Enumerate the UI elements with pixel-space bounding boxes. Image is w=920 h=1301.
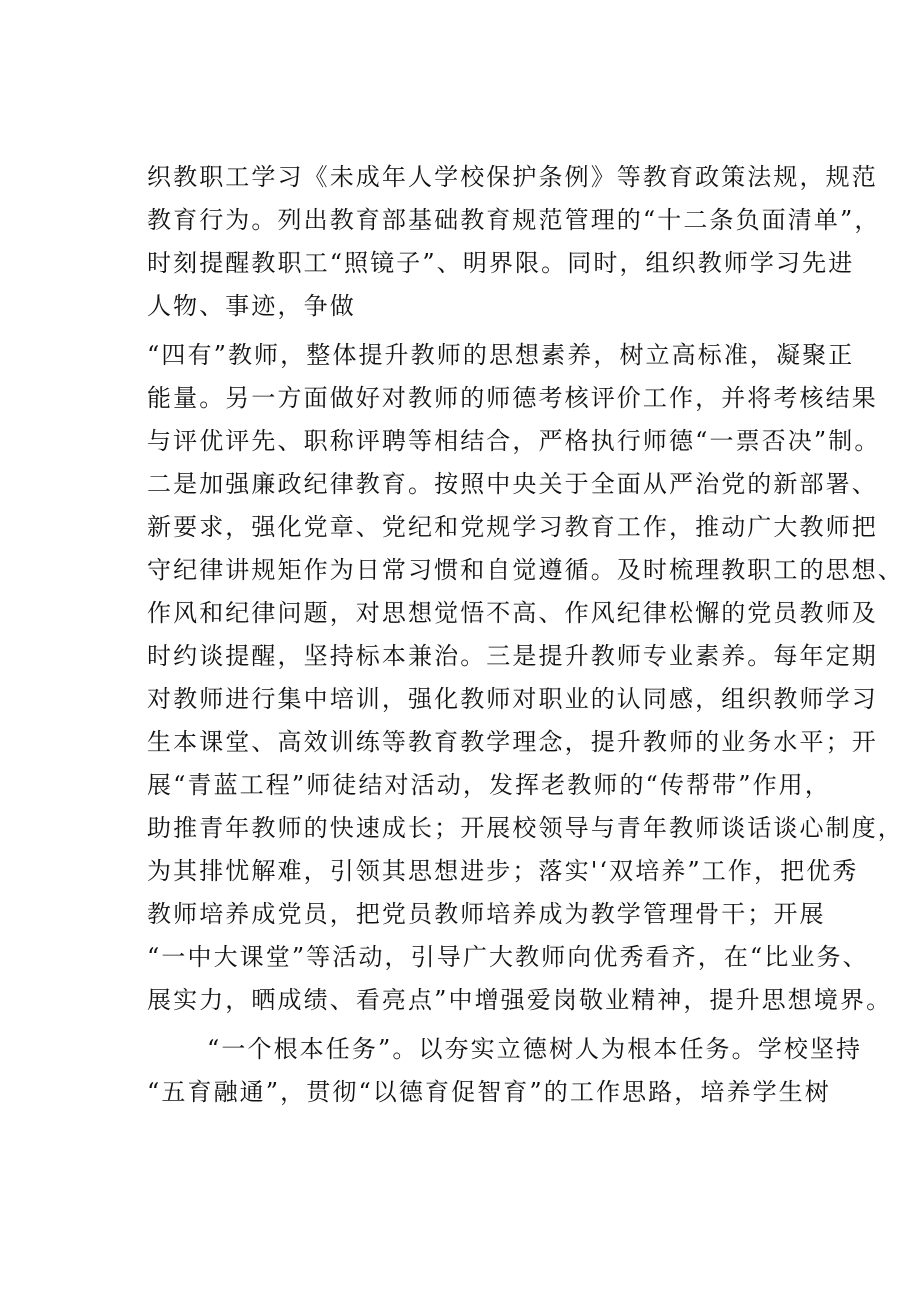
text-line: 为其排忧解难，引领其思想进步；落实'‘双培养”工作，把优秀 [147, 857, 859, 885]
text-line: 新要求，强化党章、党纪和党规学习教育工作，推动广大教师把 [147, 513, 878, 541]
text-line: 教育行为。列出教育部基础教育规范管理的“十二条负面清单”， [147, 206, 881, 234]
text-line: 与评优评先、职称评聘等相结合，严格执行师德“一票否决”制。 [147, 427, 881, 455]
text-line: “一中大课堂”等活动，引导广大教师向优秀看齐，在“比业务、 [147, 943, 869, 971]
text-line: 助推青年教师的快速成长；开展校领导与青年教师谈话谈心制度， [147, 814, 904, 842]
text-line: 织教职工学习《未成年人学校保护条例》等教育政策法规，规范 [147, 163, 878, 191]
text-line: “一个根本任务”。以夯实立德树人为根本任务。学校坚持 [207, 1035, 863, 1063]
text-line: “五育融通”，贯彻“以德育促智育”的工作思路，培养学生树 [147, 1078, 831, 1106]
text-line: 作风和纪律问题，对思想觉悟不高、作风纪律松懈的党员教师及 [147, 599, 878, 627]
text-line: 二是加强廉政纪律教育。按照中央关于全面从严治党的新部署、 [147, 470, 878, 498]
text-line: 生本课堂、高效训练等教育教学理念，提升教师的业务水平；开 [147, 728, 878, 756]
text-line: 守纪律讲规矩作为日常习惯和自觉遵循。及时梳理教职工的思想、 [147, 556, 904, 584]
text-line: 教师培养成党员，把党员教师培养成为教学管理骨干；开展 [147, 900, 826, 928]
text-line: 人物、事迹，争做 [147, 292, 356, 320]
text-line: 时约谈提醒，坚持标本兼治。三是提升教师专业素养。每年定期 [147, 642, 878, 670]
text-line: 能量。另一方面做好对教师的师德考核评价工作，并将考核结果 [147, 384, 878, 412]
text-line: 时刻提醒教职工“照镜子”、明界限。同时，组织教师学习先进 [147, 249, 855, 277]
text-line: 展实力，晒成绩、看亮点”中增强爱岗敬业精神，提升思想境界。 [147, 986, 893, 1014]
text-line: 展“青蓝工程”师徒结对活动，发挥老教师的“传帮带”作用， [147, 771, 831, 799]
text-line: 对教师进行集中培训，强化教师对职业的认同感，组织教师学习 [147, 685, 878, 713]
text-line: “四有”教师，整体提升教师的思想素养，树立高标准，凝聚正 [147, 341, 855, 369]
